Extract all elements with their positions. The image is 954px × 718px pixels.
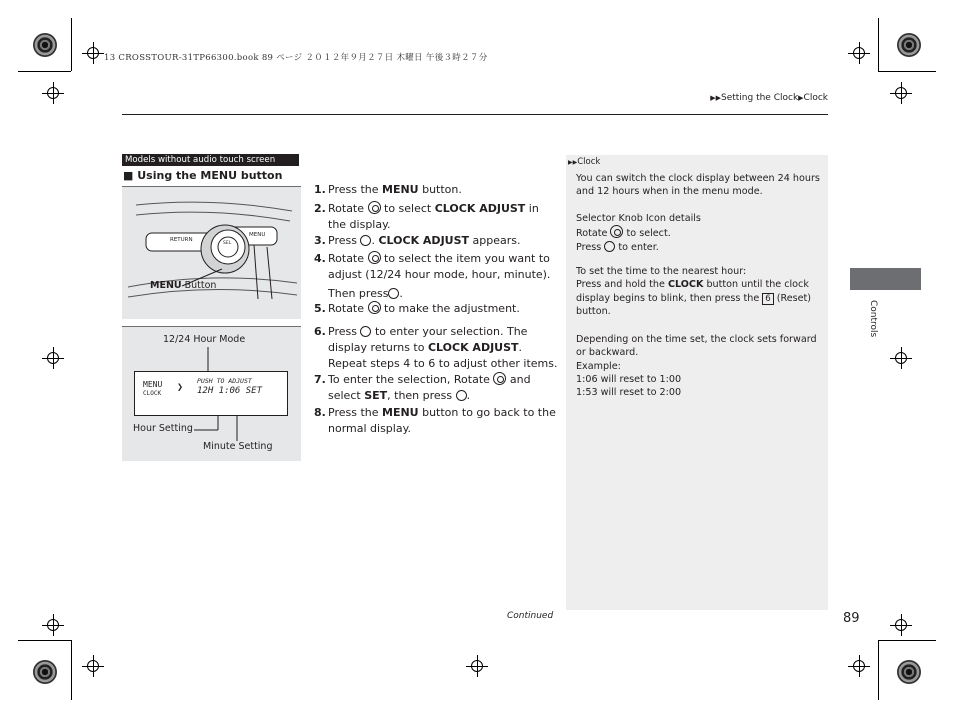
hour-label: Hour Setting xyxy=(133,423,193,434)
press-knob-icon xyxy=(604,241,615,252)
bullet-square-icon: ■ xyxy=(123,169,138,182)
section-title: ■ Using the MENU button xyxy=(123,169,283,182)
return-button[interactable]: RETURN xyxy=(170,237,193,243)
trim-mark xyxy=(71,640,72,700)
continued-label: Continued xyxy=(507,611,554,621)
triangle-icon: ▶ xyxy=(798,94,804,102)
selector-knob[interactable]: SEL xyxy=(223,241,232,246)
menu-button[interactable]: MENU xyxy=(249,232,266,238)
page-number: 89 xyxy=(843,611,860,626)
registration-mark-icon xyxy=(82,655,104,677)
registration-mark-icon xyxy=(848,655,870,677)
registration-mark-icon xyxy=(42,82,64,104)
rotate-knob-icon xyxy=(368,301,381,314)
press-knob-icon xyxy=(360,235,371,246)
trim-mark xyxy=(71,18,72,71)
press-knob-icon xyxy=(388,288,399,299)
sidebar-p1: You can switch the clock display between 24 hours and 12 hours when in the menu mode. xyxy=(576,173,820,198)
color-bar-rosette-icon xyxy=(33,660,57,684)
trim-mark xyxy=(878,640,936,641)
trim-mark xyxy=(878,18,879,71)
minute-label: Minute Setting xyxy=(203,441,273,452)
sidebar-title: ▶▶Clock xyxy=(568,157,601,167)
press-knob-icon xyxy=(360,326,371,337)
rotate-knob-icon xyxy=(610,225,623,238)
registration-mark-icon xyxy=(890,614,912,636)
header-rule xyxy=(122,114,828,115)
chapter-tab[interactable] xyxy=(850,268,921,290)
registration-mark-icon xyxy=(466,655,488,677)
registration-mark-icon xyxy=(890,347,912,369)
key-6: 6 xyxy=(762,293,773,305)
clock-lcd xyxy=(134,371,288,416)
double-triangle-icon: ▶▶ xyxy=(710,94,721,102)
trim-mark xyxy=(878,71,936,72)
breadcrumb-item[interactable]: Clock xyxy=(803,93,828,103)
lcd-menu: MENU xyxy=(143,380,163,389)
color-bar-rosette-icon xyxy=(897,660,921,684)
sidebar-p4: Depending on the time set, the clock sets forward or backward. Example: 1:06 will reset to 1:00 1:53 will reset to 2:00 xyxy=(576,334,817,399)
breadcrumb xyxy=(710,93,828,103)
sidebar-note xyxy=(566,155,828,610)
print-header: 13 CROSSTOUR-31TP66300.book 89 ページ ２０１２年９月２７日 木曜日 午後３時２７分 xyxy=(104,53,488,63)
double-triangle-icon: ▶▶ xyxy=(568,159,578,166)
rotate-knob-icon xyxy=(368,251,381,264)
sidebar-p2: Selector Knob Icon details Rotate to select. Press to enter. xyxy=(576,213,701,253)
knob-arrow-icon: ❯ xyxy=(177,382,184,393)
color-bar-rosette-icon xyxy=(33,33,57,57)
lcd-push: PUSH TO ADJUST xyxy=(197,377,252,385)
registration-mark-icon xyxy=(82,42,104,64)
dashboard-illustration xyxy=(122,187,301,319)
lcd-time: 12H 1:06 SET xyxy=(197,386,263,396)
color-bar-rosette-icon xyxy=(897,33,921,57)
rotate-knob-icon xyxy=(493,372,506,385)
registration-mark-icon xyxy=(890,82,912,104)
menu-button-label: MENU Button xyxy=(150,280,217,291)
trim-mark xyxy=(18,71,71,72)
model-tag: Models without audio touch screen xyxy=(122,154,299,166)
sidebar-p3: To set the time to the nearest hour: Press and hold the CLOCK button until the clock display begins to blink, then press the 6 (Reset) button. xyxy=(576,266,812,317)
mode-label: 12/24 Hour Mode xyxy=(163,334,246,345)
registration-mark-icon xyxy=(42,347,64,369)
trim-mark xyxy=(878,640,879,700)
rotate-knob-icon xyxy=(368,201,381,214)
dashboard-figure xyxy=(122,186,301,319)
trim-mark xyxy=(18,640,71,641)
registration-mark-icon xyxy=(848,42,870,64)
registration-mark-icon xyxy=(42,614,64,636)
breadcrumb-item[interactable]: Setting the Clock xyxy=(720,93,799,103)
lcd-clock: CLOCK xyxy=(143,390,162,397)
chapter-tab-label: Controls xyxy=(868,300,878,338)
press-knob-icon xyxy=(456,390,467,401)
